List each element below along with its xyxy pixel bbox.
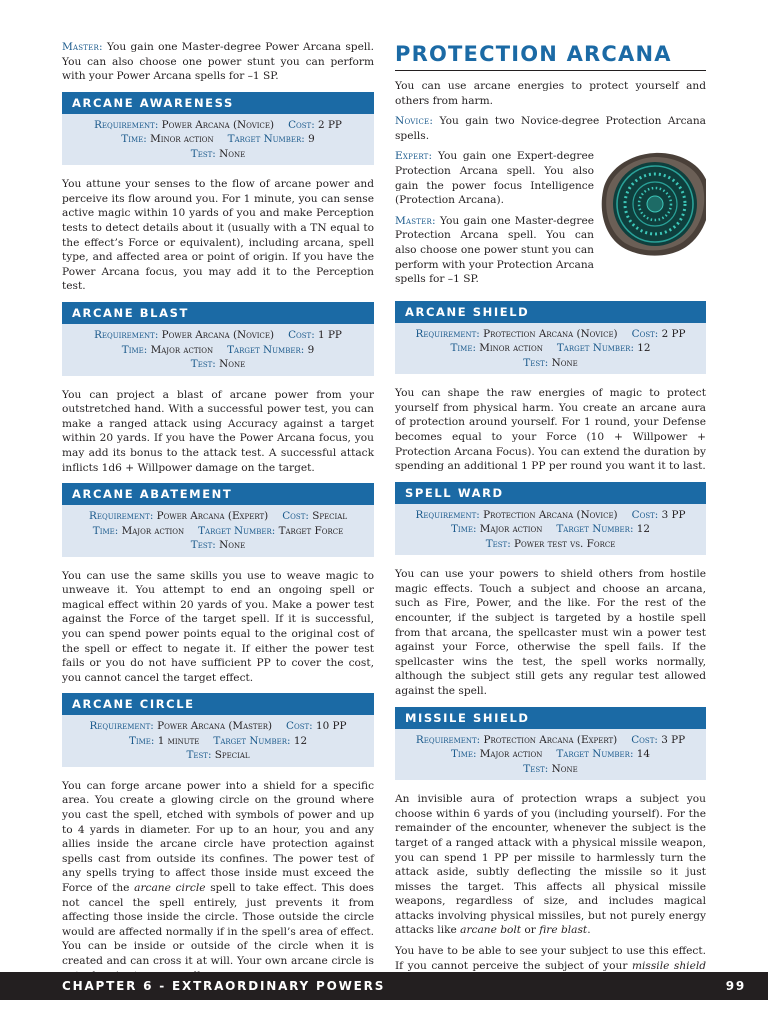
power-title: SPELL WARD xyxy=(395,482,706,504)
power-stats: Requirement: Power Arcana (Novice) Cost: 2 PP Time: Minor action Target Number: 9 Test: None xyxy=(62,114,374,166)
power-title: ARCANE ABATEMENT xyxy=(62,483,374,505)
protection-expert-text: Expert: You gain one Expert-degree Protection Arcana spell. You also gain the power focus Intelligence (Protection Arcana). xyxy=(395,150,595,207)
missile-shield-text-2: You have to be able to see your subject to use this effect. If you cannot perceive the subject of your missile shield xyxy=(395,945,707,972)
protection-novice-text: Novice: You gain two Novice-degree Protection Arcana spells. xyxy=(395,115,707,142)
arcane-awareness-text: You attune your senses to the flow of arcane power and perceive its flow around you. For 1 minute, you can sense active magic within 10 yards of you and make Perception tests to detect details about it (usually with a TN equal to the effect’s Force or equivalent), including arcana, spell type, and affected area or point of origin. If you have the Power Arcana focus, you may add it to the Perception test. xyxy=(62,178,374,293)
power-title: ARCANE BLAST xyxy=(62,302,374,324)
power-arcana-master-text: Master: You gain one Master-degree Power Arcana spell. You can also choose one power stunt you can perform with your Power Arcana spells for –1 SP. xyxy=(62,41,374,83)
page-footer xyxy=(0,972,768,1000)
right-column xyxy=(395,40,706,1008)
power-title: MISSILE SHIELD xyxy=(395,707,706,729)
power-stats: Requirement: Power Arcana (Expert) Cost: Special Time: Major action Target Number: Target Force Test: None xyxy=(62,505,374,557)
arcane-abatement-text: You can use the same skills you use to weave magic to unweave it. You attempt to end an ongoing spell or magical effect within 20 yards of you. Make a power test against the Force of the target spell. If it is successful, you can spend power points equal to the original cost of the spell or effect to negate it. If either the power test fails or you do not have sufficient PP to cover the cost, you cannot cancel the target effect. xyxy=(62,569,374,684)
arcane-awareness-block xyxy=(62,92,374,166)
spell-ward-text: You can use your powers to shield others from hostile magic effects. Touch a subject and choose an arcana, such as Fire, Power, and the like. For the rest of the encounter, if the subject is targeted by a hostile spell from that arcana, the spellcaster must win a power test against your Force, otherwise the spell fails. If the spellcaster wins the test, the spell works normally, although the subject still gets any regular test allowed against the spell. xyxy=(395,568,706,698)
arcane-circle-block xyxy=(62,693,374,767)
section-title: PROTECTION ARCANA xyxy=(395,42,706,71)
arcane-circle-text: You can forge arcane power into a shield for a specific area. You create a glowing circle on the ground where you cast the spell, etched with symbols of power and up to 4 yards in diameter. For up to an hour, you and any allies inside the arcane circle have protection against spells cast from outside its confines. The power test of any spells trying to affect those inside must exceed the Force of the arcane circle spell to take effect. This does not cancel the spell entirely, just prevents it from affecting those inside the circle. Those outside the circle would are affected normally if in the spell’s area of effect. You can be inside or outside of the circle when it is created and can cross it at will. Your own arcane circle is xyxy=(62,779,374,967)
power-stats: Requirement: Protection Arcana (Novice) Cost: 3 PP Time: Major action Target Number: 12 Test: Power test vs. Force xyxy=(395,504,706,556)
missile-shield-text: An invisible aura of protection wraps a subject you choose within 6 yards of you (including yourself). For the remainder of the encounter, whenever the subject is the target of a ranged attack with a physical missile weapon, you can spend 1 PP per missile to harmlessly turn the attack aside, subtly deflecting the missile so it just misses the target. This affects all physical missile weapons, regardless of size, and includes magical attacks involving physical missiles, but not purely energy attacks like arcane bolt or fire blast. xyxy=(395,793,706,937)
power-title: ARCANE CIRCLE xyxy=(62,693,374,715)
power-title: ARCANE AWARENESS xyxy=(62,92,374,114)
missile-shield-block xyxy=(395,707,706,781)
power-stats: Requirement: Power Arcana (Master) Cost: 10 PP Time: 1 minute Target Number: 12 Test: Special xyxy=(62,715,374,767)
power-stats: Requirement: Power Arcana (Novice) Cost: 1 PP Time: Major action Target Number: 9 Test: None xyxy=(62,324,374,376)
arcane-shield-block xyxy=(395,301,706,375)
power-stats: Requirement: Protection Arcana (Expert) Cost: 3 PP Time: Major action Target Number: 14 Test: None xyxy=(395,729,706,781)
arcane-blast-text: You can project a blast of arcane power from your outstretched hand. With a successful power test, you can make a ranged attack using Accuracy against a target within 20 yards. If you have the Power Arcana focus, you may add its bonus to the attack test. A successful attack inflicts 1d6 + Willpower damage on the target. xyxy=(62,388,374,474)
protection-master-text: Master: You gain one Master-degree Protection Arcana spell. You can also choose one power stunt you can perform with your Protection Arcana spells for –1 SP. xyxy=(395,214,595,286)
protection-arcana-intro: You can use arcane energies to protect yourself and others from harm. xyxy=(395,80,706,107)
spell-ward-block xyxy=(395,482,706,556)
degree-wrap xyxy=(395,149,706,292)
arcane-blast-block xyxy=(62,302,374,376)
arcane-abatement-block xyxy=(62,483,374,557)
protection-rune-medallion-icon xyxy=(598,149,706,259)
page-number: 99 xyxy=(725,979,746,993)
power-title: ARCANE SHIELD xyxy=(395,301,706,323)
left-column xyxy=(62,40,374,989)
power-stats: Requirement: Protection Arcana (Novice) Cost: 2 PP Time: Minor action Target Number: 12 Test: None xyxy=(395,323,706,375)
arcane-shield-text: You can shape the raw energies of magic to protect yourself from physical harm. You create an arcane aura of protection around yourself. For 1 round, your Defense becomes equal to your Force (10 + Willpower + Protection Arcana Focus). You can extend the duration by spending an additional 1 PP per round you want it to last. xyxy=(395,387,706,473)
chapter-label: CHAPTER 6 - EXTRAORDINARY POWERS xyxy=(62,979,386,993)
